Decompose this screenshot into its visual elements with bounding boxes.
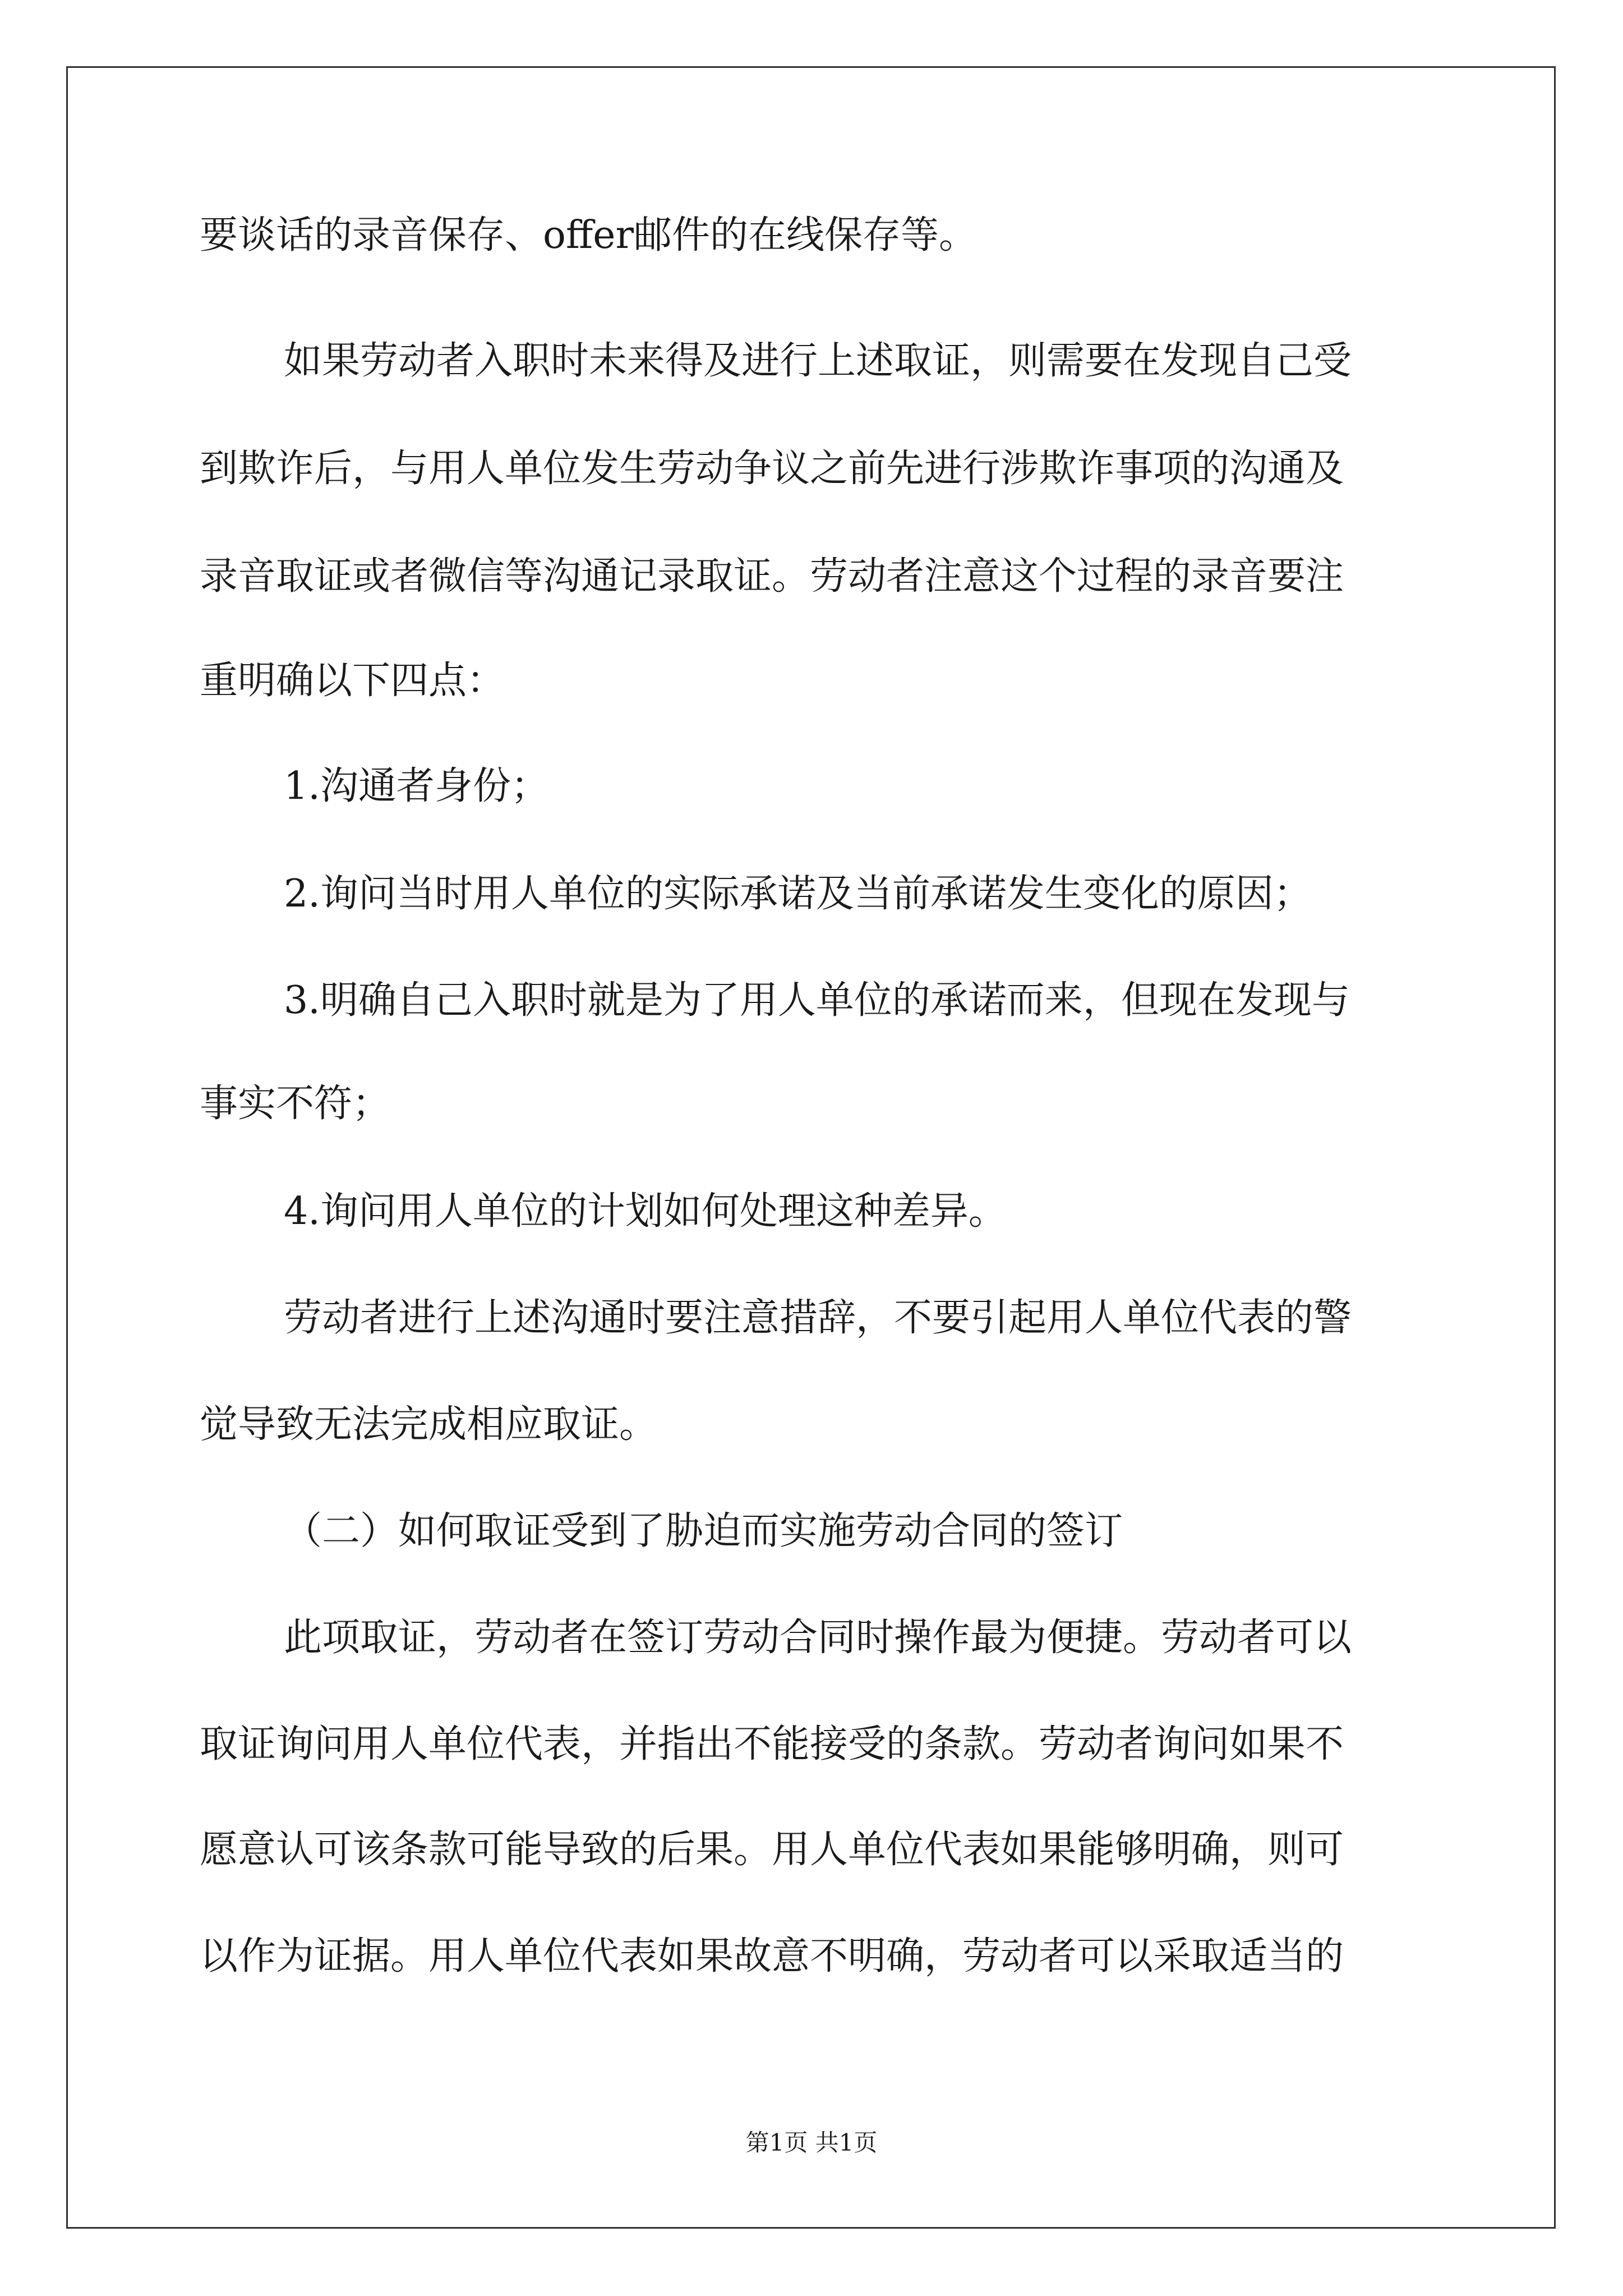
body-line: 要谈话的录音保存、offer邮件的在线保存等。 <box>200 213 977 257</box>
body-line: 以作为证据。用人单位代表如果故意不明确，劳动者可以采取适当的 <box>200 1934 1344 1978</box>
body-line: 到欺诈后，与用人单位发生劳动争议之前先进行涉欺诈事项的沟通及 <box>200 447 1344 491</box>
body-line: 愿意认可该条款可能导致的后果。用人单位代表如果能够明确，则可 <box>200 1828 1344 1872</box>
body-line: 如果劳动者入职时未来得及进行上述取证，则需要在发现自己受 <box>284 339 1352 383</box>
body-line: 觉导致无法完成相应取证。 <box>200 1402 658 1447</box>
body-line: 事实不符； <box>200 1082 391 1126</box>
list-item: 4.询问用人单位的计划如何处理这种差异。 <box>284 1189 1007 1234</box>
body-line: 此项取证，劳动者在签订劳动合同时操作最为便捷。劳动者可以 <box>284 1616 1352 1660</box>
body-line: 劳动者进行上述沟通时要注意措辞，不要引起用人单位代表的警 <box>284 1296 1352 1340</box>
list-item: 3.明确自己入职时就是为了用人单位的承诺而来，但现在发现与 <box>284 978 1350 1023</box>
body-line: 重明确以下四点： <box>200 659 505 703</box>
page-border <box>66 66 1556 2229</box>
page-footer: 第1页 共1页 <box>745 2129 878 2156</box>
list-item: 1.沟通者身份； <box>284 764 549 808</box>
section-heading: （二）如何取证受到了胁迫而实施劳动合同的签订 <box>284 1509 1123 1553</box>
body-line: 取证询问用人单位代表，并指出不能接受的条款。劳动者询问如果不 <box>200 1722 1344 1766</box>
body-line: 录音取证或者微信等沟通记录取证。劳动者注意这个过程的录音要注 <box>200 554 1344 599</box>
list-item: 2.询问当时用人单位的实际承诺及当前承诺发生变化的原因； <box>284 872 1312 916</box>
